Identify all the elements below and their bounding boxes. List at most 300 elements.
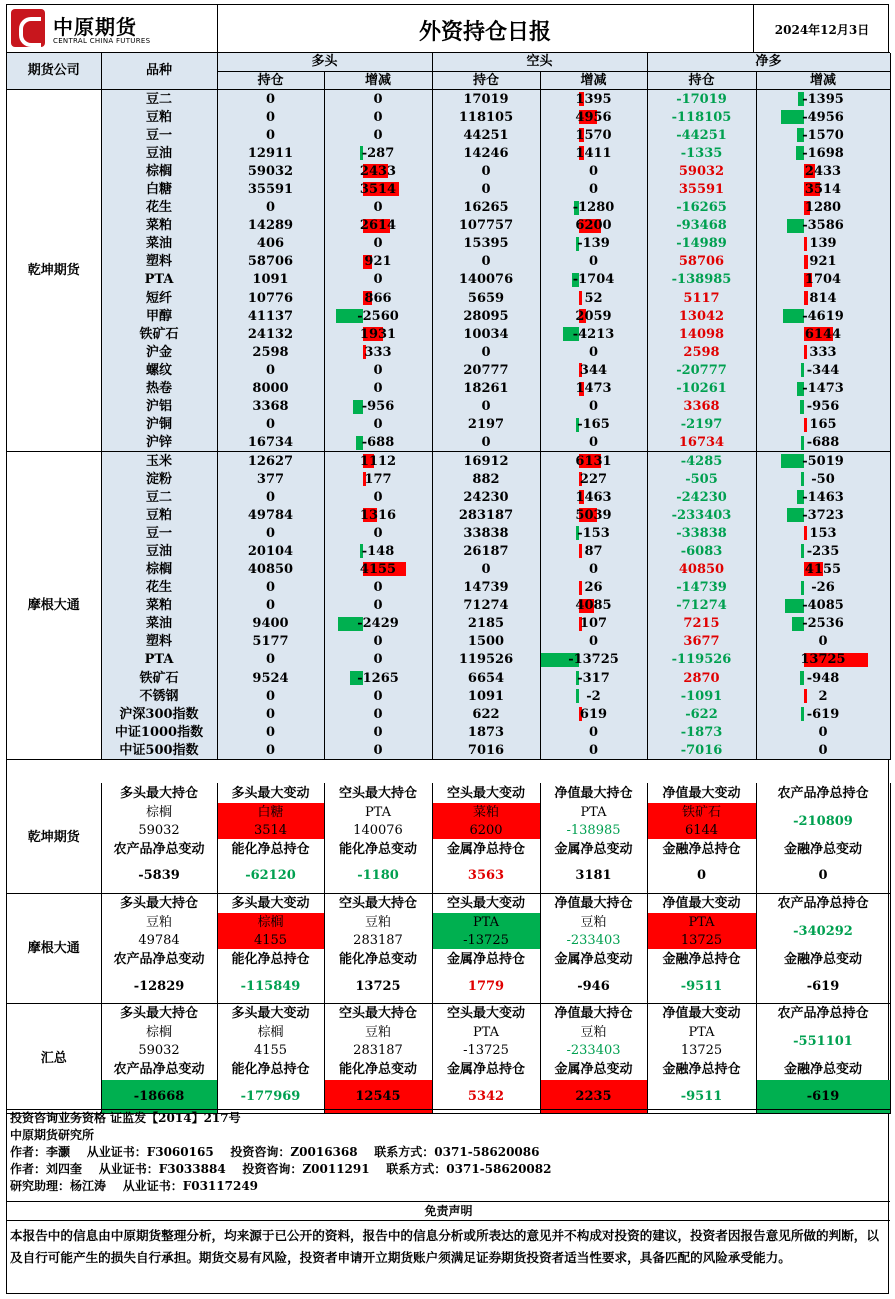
value-cell: 4155 [756, 560, 890, 578]
value-cell: 0 [432, 434, 540, 452]
value-cell: -10261 [647, 380, 756, 398]
summary-value: 3563 [432, 859, 540, 893]
summary-company: 摩根大通 [7, 893, 101, 1003]
value-cell: 0 [540, 253, 647, 271]
table-row [7, 669, 890, 687]
col-net-pos: 持仓 [647, 71, 756, 89]
change-bar [804, 526, 807, 540]
summary-variety: 棕榈 [217, 1023, 324, 1041]
value-cell: 3514 [324, 180, 432, 198]
summary-label: 净值最大变动 [647, 893, 756, 913]
value-cell: -287 [324, 144, 432, 162]
summary-label: 多头最大变动 [217, 893, 324, 913]
table-row [7, 705, 890, 723]
value-cell: 2433 [324, 162, 432, 180]
value-cell: -1091 [647, 687, 756, 705]
table-row [7, 506, 890, 524]
value-cell: 0 [217, 705, 324, 723]
summary-label: 空头最大持仓 [324, 893, 432, 913]
value-cell: 6654 [432, 669, 540, 687]
table-row [7, 144, 890, 162]
value-cell: 3677 [647, 633, 756, 651]
value-cell: 3514 [756, 180, 890, 198]
value-cell: 344 [540, 361, 647, 379]
value-cell: -505 [647, 470, 756, 488]
value-cell: -26 [756, 579, 890, 597]
change-bar [801, 581, 804, 595]
value-cell: -622 [647, 705, 756, 723]
variety-cell: 螺纹 [101, 361, 217, 379]
value-cell: 1280 [756, 199, 890, 217]
summary-label: 金属净总持仓 [432, 839, 540, 859]
table-row [7, 416, 890, 434]
variety-cell: 沪深300指数 [101, 705, 217, 723]
value-cell: 35591 [217, 180, 324, 198]
value-cell: 814 [756, 289, 890, 307]
value-cell: 3368 [217, 398, 324, 416]
value-cell: -1335 [647, 144, 756, 162]
table-row [7, 524, 890, 542]
value-cell: 140076 [432, 271, 540, 289]
report-header [7, 5, 890, 53]
table-row [7, 325, 890, 343]
summary-variety: 豆粕 [324, 913, 432, 931]
value-cell: 6144 [756, 325, 890, 343]
variety-cell: 铁矿石 [101, 325, 217, 343]
value-cell: 0 [540, 162, 647, 180]
value-cell: -14739 [647, 579, 756, 597]
table-row [7, 723, 890, 741]
summary-variety: 豆粕 [324, 1023, 432, 1041]
summary-variety: 铁矿石 [647, 803, 756, 821]
summary-company: 乾坤期货 [7, 783, 101, 893]
change-bar [804, 345, 807, 359]
value-cell: 9524 [217, 669, 324, 687]
table-row [7, 615, 890, 633]
value-cell: 1704 [756, 271, 890, 289]
value-cell: 139 [756, 235, 890, 253]
value-cell: 0 [324, 524, 432, 542]
summary-label: 净值最大持仓 [540, 893, 647, 913]
value-cell: 0 [324, 126, 432, 144]
table-row [7, 687, 890, 705]
summary-label: 能化净总变动 [324, 839, 432, 859]
summary-label: 净值最大变动 [647, 783, 756, 803]
value-cell: 0 [217, 361, 324, 379]
report [6, 4, 889, 1294]
value-cell: 333 [756, 343, 890, 361]
value-cell: 0 [324, 633, 432, 651]
value-cell: -4619 [756, 307, 890, 325]
value-cell: -4956 [756, 108, 890, 126]
value-cell: 0 [217, 687, 324, 705]
value-cell: 0 [432, 162, 540, 180]
summary-value: -5839 [101, 859, 217, 893]
variety-cell: 沪锌 [101, 434, 217, 452]
value-cell: 0 [756, 723, 890, 741]
value-cell: -7016 [647, 741, 756, 759]
value-cell: 35591 [647, 180, 756, 198]
table-row [7, 108, 890, 126]
summary-name-row [7, 913, 890, 931]
value-cell: 165 [756, 416, 890, 434]
footer-author-1: 作者：李灏 从业证书：F3060165 投资咨询：Z0016368 联系方式：0371-58620086 [10, 1145, 540, 1159]
table-row [7, 542, 890, 560]
summary-value: 2235 [540, 1080, 647, 1114]
value-cell: 0 [432, 560, 540, 578]
variety-cell: 豆二 [101, 488, 217, 506]
value-cell: -1395 [756, 90, 890, 108]
value-cell: 1931 [324, 325, 432, 343]
value-cell: 16734 [217, 434, 324, 452]
variety-cell: 玉米 [101, 452, 217, 470]
value-cell: 40850 [217, 560, 324, 578]
value-cell: 5117 [647, 289, 756, 307]
summary-label: 能化净总持仓 [217, 949, 324, 969]
value-cell: 4085 [540, 597, 647, 615]
value-cell: -4213 [540, 325, 647, 343]
change-bar [579, 291, 582, 305]
summary-variety: 棕榈 [101, 803, 217, 821]
table-row [7, 235, 890, 253]
summary-value: -13725 [432, 931, 540, 949]
summary-variety: 豆粕 [540, 1023, 647, 1041]
footer-institute: 中原期货研究所 [10, 1128, 95, 1142]
change-bar [579, 544, 582, 558]
value-cell: 2 [756, 687, 890, 705]
value-cell: 882 [432, 470, 540, 488]
summary-label: 多头最大持仓 [101, 1003, 217, 1023]
value-cell: 0 [324, 579, 432, 597]
value-cell: 622 [432, 705, 540, 723]
value-cell: -1698 [756, 144, 890, 162]
value-cell: 13042 [647, 307, 756, 325]
variety-cell: 不锈钢 [101, 687, 217, 705]
summary-label: 金属净总持仓 [432, 949, 540, 969]
value-cell: -2197 [647, 416, 756, 434]
value-cell: 71274 [432, 597, 540, 615]
value-cell: 0 [217, 741, 324, 759]
summary-label: 净值最大持仓 [540, 1003, 647, 1023]
value-cell: 406 [217, 235, 324, 253]
value-cell: 0 [756, 633, 890, 651]
value-cell: -165 [540, 416, 647, 434]
summary-variety: PTA [432, 913, 540, 931]
summary-value: -946 [540, 969, 647, 1003]
value-cell: -50 [756, 470, 890, 488]
variety-cell: PTA [101, 271, 217, 289]
variety-cell: 热卷 [101, 380, 217, 398]
variety-cell: 甲醇 [101, 307, 217, 325]
value-cell: 28095 [432, 307, 540, 325]
logo-subtext: CENTRAL CHINA FUTURES [53, 37, 151, 45]
summary-value: 1779 [432, 969, 540, 1003]
value-cell: 10776 [217, 289, 324, 307]
summary-label: 空头最大变动 [432, 893, 540, 913]
summary-value: 140076 [324, 821, 432, 839]
value-cell: 153 [756, 524, 890, 542]
variety-cell: 塑料 [101, 253, 217, 271]
value-cell: 283187 [432, 506, 540, 524]
summary-variety: PTA [432, 1023, 540, 1041]
value-cell: 1316 [324, 506, 432, 524]
summary-value: 0 [647, 859, 756, 893]
value-cell: 0 [324, 723, 432, 741]
summary-value: -62120 [217, 859, 324, 893]
value-cell: 1091 [217, 271, 324, 289]
value-cell: 18261 [432, 380, 540, 398]
summary-value: 13725 [647, 931, 756, 949]
value-cell: 0 [217, 579, 324, 597]
variety-cell: 豆一 [101, 524, 217, 542]
value-cell: -6083 [647, 542, 756, 560]
summary-value: -619 [756, 969, 890, 1003]
variety-cell: 沪铜 [101, 416, 217, 434]
summary-value: -12829 [101, 969, 217, 1003]
summary-label: 金融净总变动 [756, 949, 890, 969]
summary-value: -138985 [540, 821, 647, 839]
summary-label: 多头最大变动 [217, 783, 324, 803]
summary-label: 多头最大持仓 [101, 783, 217, 803]
value-cell: 0 [324, 90, 432, 108]
report-date: 2024年12月3日 [774, 23, 870, 37]
summary-value: -551101 [756, 1023, 890, 1059]
value-cell: 0 [217, 90, 324, 108]
table-row [7, 560, 890, 578]
summary-value: 13725 [324, 969, 432, 1003]
value-cell: 87 [540, 542, 647, 560]
table-header [7, 53, 891, 90]
summary-value: 59032 [101, 821, 217, 839]
value-cell: 1091 [432, 687, 540, 705]
summary-value-row [7, 969, 890, 1003]
value-cell: 2598 [647, 343, 756, 361]
summary-label: 金融净总持仓 [647, 839, 756, 859]
value-cell: 58706 [217, 253, 324, 271]
value-cell: 14289 [217, 217, 324, 235]
variety-cell: 沪金 [101, 343, 217, 361]
value-cell: 0 [324, 361, 432, 379]
summary-label: 金属净总变动 [540, 839, 647, 859]
value-cell: 49784 [217, 506, 324, 524]
logo-mark-icon [11, 9, 45, 47]
summary-value: -18668 [101, 1080, 217, 1114]
value-cell: -153 [540, 524, 647, 542]
summary-label: 能化净总变动 [324, 1060, 432, 1080]
table-row [7, 162, 890, 180]
summary-value: -13725 [432, 1041, 540, 1059]
summary-header-row [7, 1060, 890, 1080]
value-cell: 24230 [432, 488, 540, 506]
value-cell: -233403 [647, 506, 756, 524]
variety-cell: 花生 [101, 199, 217, 217]
value-cell: -138985 [647, 271, 756, 289]
summary-value: -340292 [756, 913, 890, 949]
value-cell: 1463 [540, 488, 647, 506]
summary-value: -115849 [217, 969, 324, 1003]
value-cell: -4285 [647, 452, 756, 470]
col-short-pos: 持仓 [432, 71, 540, 89]
value-cell: 13725 [756, 651, 890, 669]
summary-value: -233403 [540, 931, 647, 949]
value-cell: -1873 [647, 723, 756, 741]
value-cell: -119526 [647, 651, 756, 669]
value-cell: 0 [324, 108, 432, 126]
col-net: 净多 [647, 53, 890, 71]
change-bar [804, 418, 807, 432]
value-cell: 0 [432, 253, 540, 271]
value-cell: 0 [540, 723, 647, 741]
table-row [7, 307, 890, 325]
value-cell: 107757 [432, 217, 540, 235]
summary-value: 6144 [647, 821, 756, 839]
value-cell: 26 [540, 579, 647, 597]
value-cell: -71274 [647, 597, 756, 615]
value-cell: 1873 [432, 723, 540, 741]
value-cell: 5177 [217, 633, 324, 651]
value-cell: -5019 [756, 452, 890, 470]
summary-label: 空头最大持仓 [324, 1003, 432, 1023]
value-cell: -24230 [647, 488, 756, 506]
summary-value: -233403 [540, 1041, 647, 1059]
variety-cell: 棕榈 [101, 560, 217, 578]
value-cell: 0 [324, 488, 432, 506]
value-cell: 0 [540, 560, 647, 578]
change-bar [804, 237, 807, 251]
value-cell: -93468 [647, 217, 756, 235]
value-cell: 921 [324, 253, 432, 271]
value-cell: 16265 [432, 199, 540, 217]
value-cell: 10034 [432, 325, 540, 343]
value-cell: 2870 [647, 669, 756, 687]
value-cell: -2429 [324, 615, 432, 633]
variety-cell: 白糖 [101, 180, 217, 198]
value-cell: -2 [540, 687, 647, 705]
footer [7, 1109, 890, 1269]
positions-table [7, 90, 891, 760]
table-row [7, 380, 890, 398]
change-bar [783, 309, 804, 323]
value-cell: -44251 [647, 126, 756, 144]
summary-header-row [7, 783, 890, 803]
value-cell: 0 [217, 651, 324, 669]
value-cell: 5039 [540, 506, 647, 524]
summary-header-row [7, 893, 890, 913]
value-cell: -20777 [647, 361, 756, 379]
table-row [7, 488, 890, 506]
value-cell: 2614 [324, 217, 432, 235]
value-cell: -16265 [647, 199, 756, 217]
value-cell: 866 [324, 289, 432, 307]
value-cell: 1570 [540, 126, 647, 144]
footer-assistant: 研究助理：杨江涛 从业证书：F03117249 [10, 1179, 259, 1193]
summary-variety: PTA [647, 1023, 756, 1041]
value-cell: 6131 [540, 452, 647, 470]
value-cell: 119526 [432, 651, 540, 669]
variety-cell: 菜油 [101, 235, 217, 253]
table-row [7, 597, 890, 615]
table-row [7, 434, 890, 452]
value-cell: 2197 [432, 416, 540, 434]
value-cell: 16912 [432, 452, 540, 470]
summary-label: 农产品净总变动 [101, 1060, 217, 1080]
value-cell: 0 [432, 180, 540, 198]
value-cell: 0 [217, 108, 324, 126]
value-cell: -619 [756, 705, 890, 723]
value-cell: 0 [324, 651, 432, 669]
value-cell: -3586 [756, 217, 890, 235]
value-cell: 1411 [540, 144, 647, 162]
value-cell: -17019 [647, 90, 756, 108]
change-bar [579, 581, 582, 595]
value-cell: 107 [540, 615, 647, 633]
summary-variety: PTA [540, 803, 647, 821]
change-bar [800, 671, 804, 685]
summary-label: 金融净总持仓 [647, 949, 756, 969]
value-cell: 0 [217, 199, 324, 217]
summary-value: 12545 [324, 1080, 432, 1114]
table-row [7, 180, 890, 198]
summary-variety: 棕榈 [217, 913, 324, 931]
value-cell: 0 [217, 126, 324, 144]
summary-label: 农产品净总持仓 [756, 783, 890, 803]
change-bar [804, 255, 808, 269]
value-cell: 16734 [647, 434, 756, 452]
change-bar [781, 454, 804, 468]
value-cell: -33838 [647, 524, 756, 542]
summary-value: 283187 [324, 931, 432, 949]
value-cell: -2536 [756, 615, 890, 633]
value-cell: -948 [756, 669, 890, 687]
value-cell: 0 [324, 416, 432, 434]
summary-variety: 豆粕 [540, 913, 647, 931]
summary-value: 3514 [217, 821, 324, 839]
table-row [7, 253, 890, 271]
value-cell: 1500 [432, 633, 540, 651]
summary-value: 49784 [101, 931, 217, 949]
table-row [7, 398, 890, 416]
value-cell: 2059 [540, 307, 647, 325]
company-cell: 乾坤期货 [7, 90, 101, 452]
value-cell: -1570 [756, 126, 890, 144]
variety-cell: 淀粉 [101, 470, 217, 488]
value-cell: 52 [540, 289, 647, 307]
change-bar [801, 544, 804, 558]
value-cell: 24132 [217, 325, 324, 343]
summary-label: 多头最大持仓 [101, 893, 217, 913]
value-cell: 12627 [217, 452, 324, 470]
value-cell: -4085 [756, 597, 890, 615]
summary-label: 能化净总持仓 [217, 839, 324, 859]
col-long-chg: 增减 [324, 71, 432, 89]
value-cell: 59032 [647, 162, 756, 180]
value-cell: -235 [756, 542, 890, 560]
summary-value: -210809 [756, 803, 890, 839]
summary-label: 金融净总变动 [756, 1060, 890, 1080]
value-cell: -1265 [324, 669, 432, 687]
col-short-chg: 增减 [540, 71, 647, 89]
logo [9, 7, 219, 51]
footer-author-2: 作者：刘四奎 从业证书：F3033884 投资咨询：Z0011291 联系方式：0371-58620082 [10, 1162, 552, 1176]
table-row [7, 452, 890, 470]
variety-cell: 豆粕 [101, 506, 217, 524]
table-row [7, 633, 890, 651]
value-cell: -688 [324, 434, 432, 452]
variety-cell: PTA [101, 651, 217, 669]
value-cell: 6200 [540, 217, 647, 235]
value-cell: 0 [217, 597, 324, 615]
value-cell: 0 [324, 380, 432, 398]
